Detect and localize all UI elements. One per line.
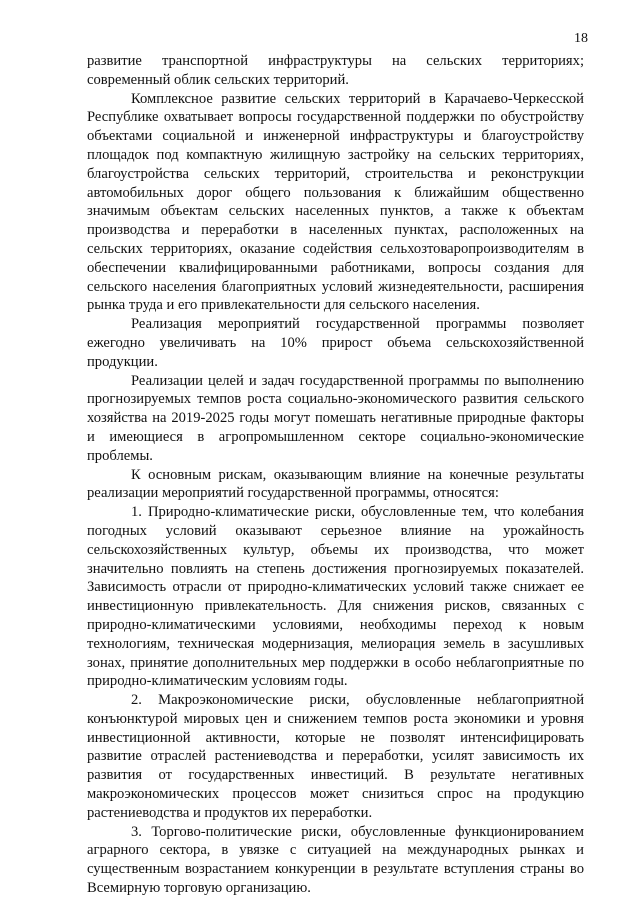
paragraph-risk-trade-political: 3. Торгово-политические риски, обусловленные функционированием аграрного сектора, в увязке с ситуацией на международных рынках и существенным возрастанием конкуренции в результате вступления страны во Всемирную торговую организацию. <box>87 823 584 897</box>
paragraph-continuation: развитие транспортной инфраструктуры на сельских территориях; современный облик сельских территорий. <box>87 53 584 88</box>
paragraph-risk-macroeconomic: 2. Макроэкономические риски, обусловленные неблагоприятной конъюнктурой мировых цен и снижением темпов роста экономики и уровня инвестиционной активности, которые не позволят интенсифицировать развитие отраслей растениеводства и переработки, усилят зависимость их развития от государственных инвестиций. В результате негативных макроэкономических процессов может снизиться спрос на продукцию растениеводства и продуктов их переработки. <box>87 692 584 821</box>
paragraph-risk-climate: 1. Природно-климатические риски, обусловленные тем, что колебания погодных условий оказывают серьезное влияние на урожайность сельскохозяйственных культур, объемы их производства, что может значительно повлиять на степень достижения прогнозируемых показателей. Зависимость отрасли от природно-климатических условий также снижает ее инвестиционную привлекательность. Для снижения рисков, связанных с природно-климатическими условиями, необходимы переход к новым технологиям, техническая модернизация, мелиорация земель в засушливых зонах, принятие дополнительных мер поддержки в особо неблагоприятные по природно-климатическим условиям годы. <box>87 504 584 690</box>
paragraph-rural-development: Комплексное развитие сельских территорий в Карачаево-Черкесской Республике охватывает вопросы государственной поддержки по обустройству объектами социальной и инженерной инфраструктуры и благоустройству площадок под компактную жилищную застройку на сельских территориях, благоустройства сельских территорий, строительства и реконструкции автомобильных дорог общего пользования к ближайшим общественно значимым объектам сельских населенных пунктов, а также к объектам производства и переработки в населенных пунктах, расположенных на сельских территориях, оказание содействия сельхозтоваропроизводителям в обеспечении квалифицированными работниками, вопросы создания для сельского населения благоприятных условий жизнедеятельности, расширения рынка труда и его привлекательности для сельского населения. <box>87 90 584 314</box>
paragraph-production-growth: Реализация мероприятий государственной программы позволяет ежегодно увеличивать на 10% прирост объема сельскохозяйственной продукции. <box>87 316 584 370</box>
paragraph-negative-factors: Реализации целей и задач государственной программы по выполнению прогнозируемых темпов роста социально-экономического развития сельского хозяйства на 2019-2025 годы могут помешать негативные природные факторы и имеющиеся в агропромышленном секторе социально-экономические проблемы. <box>87 372 584 464</box>
page-number: 18 <box>574 31 588 46</box>
paragraph-main-risks-intro: К основным рискам, оказывающим влияние на конечные результаты реализации мероприятий государственной программы, относятся: <box>87 466 584 502</box>
body-text <box>87 52 584 898</box>
